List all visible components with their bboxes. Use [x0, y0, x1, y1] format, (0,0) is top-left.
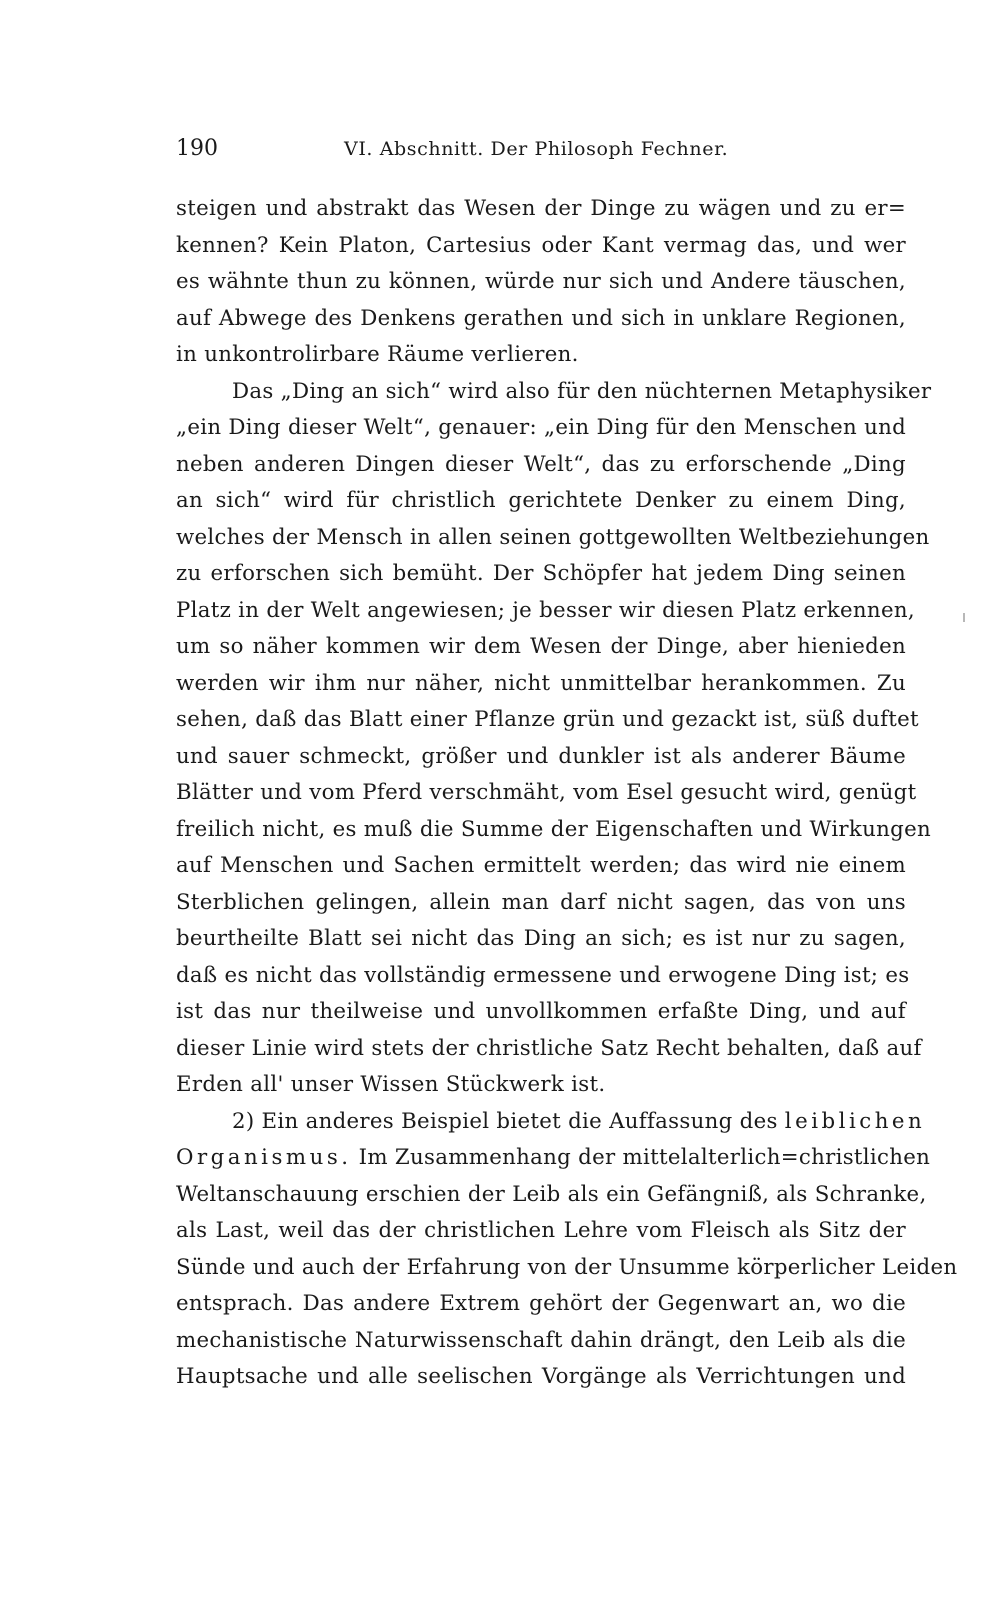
text-line: in unkontrolirbare Räume verlieren. — [176, 342, 579, 367]
line-segment: 2) Ein anderes Beispiel bietet die Auffassung des — [232, 1108, 785, 1134]
text-line: um so näher kommen wir dem Wesen der Dinge, aber hienieden — [176, 634, 906, 659]
text-line: beurtheilte Blatt sei nicht das Ding an sich; es ist nur zu sagen, — [176, 926, 906, 951]
text-line: zu erforschen sich bemüht. Der Schöpfer hat jedem Ding seinen — [176, 561, 906, 586]
text-line: entsprach. Das andere Extrem gehört der Gegenwart an, wo die — [176, 1291, 906, 1316]
running-head: VI. Abschnitt. Der Philosoph Fechner. — [344, 138, 729, 160]
text-line: Blätter und vom Pferd verschmäht, vom Esel gesucht wird, genügt — [176, 780, 917, 805]
text-line: und sauer schmeckt, größer und dunkler ist als anderer Bäume — [176, 743, 906, 769]
emphasized-word: leiblichen — [784, 1108, 926, 1134]
text-line: als Last, weil das der christlichen Lehre vom Fleisch als Sitz der — [176, 1218, 906, 1243]
text-line: Weltanschauung erschien der Leib als ein Gefängniß, als Schranke, — [176, 1181, 927, 1207]
text-line: mechanistische Naturwissenschaft dahin drängt, den Leib als die — [176, 1327, 906, 1353]
text-line: Hauptsache und alle seelischen Vorgänge als Verrichtungen und — [176, 1364, 906, 1389]
page-number: 190 — [176, 136, 218, 161]
text-line: „ein Ding dieser Welt“, genauer: „ein Ding für den Menschen und — [176, 415, 907, 440]
text-line: an sich“ wird für christlich gerichtete Denker zu einem Ding, — [176, 488, 906, 513]
line-segment: Im Zusammenhang der mittelalterlich=christlichen — [351, 1145, 931, 1170]
text-line: Erden all' unser Wissen Stückwerk ist. — [176, 1072, 606, 1097]
text-line: auf Abwege des Denkens gerathen und sich in unklare Regionen, — [176, 305, 906, 331]
body-text — [176, 191, 958, 1396]
text-line: neben anderen Dingen dieser Welt“, das zu erforschende „Ding — [176, 451, 906, 477]
text-line: kennen? Kein Platon, Cartesius oder Kant vermag das, und wer — [176, 232, 906, 258]
text-line: steigen und abstrakt das Wesen der Dinge zu wägen und zu er= — [176, 196, 906, 221]
emphasized-word: Organismus. — [176, 1145, 352, 1170]
text-line: freilich nicht, es muß die Summe der Eigenschaften und Wirkungen — [176, 816, 932, 842]
page-header — [176, 136, 906, 172]
text-line: es wähnte thun zu können, würde nur sich und Andere täuschen, — [176, 269, 906, 294]
text-line: sehen, daß das Blatt einer Pflanze grün und gezackt ist, süß duftet — [176, 707, 919, 732]
text-line: welches der Mensch in allen seinen gottgewollten Weltbeziehungen — [176, 524, 930, 550]
text-line: Sterblichen gelingen, allein man darf nicht sagen, das von uns — [176, 889, 906, 915]
text-line: auf Menschen und Sachen ermittelt werden; das wird nie einem — [176, 853, 906, 878]
text-line: ist das nur theilweise und unvollkommen erfaßte Ding, und auf — [176, 999, 906, 1024]
text-line — [176, 1140, 931, 1177]
text-line: Platz in der Welt angewiesen; je besser wir diesen Platz erkennen, — [176, 597, 915, 623]
text-line: dieser Linie wird stets der christliche Satz Recht behalten, daß auf — [176, 1035, 922, 1061]
paragraph-start-line: Das „Ding an sich“ wird also für den nüchternen Metaphysiker — [232, 378, 932, 404]
scan-mark — [963, 613, 965, 622]
text-line: Sünde und auch der Erfahrung von der Unsumme körperlicher Leiden — [176, 1254, 958, 1280]
text-line: werden wir ihm nur näher, nicht unmittelbar herankommen. Zu — [176, 670, 906, 696]
text-line: daß es nicht das vollständig ermessene und erwogene Ding ist; es — [176, 962, 910, 988]
paragraph-start-line — [176, 1104, 926, 1141]
